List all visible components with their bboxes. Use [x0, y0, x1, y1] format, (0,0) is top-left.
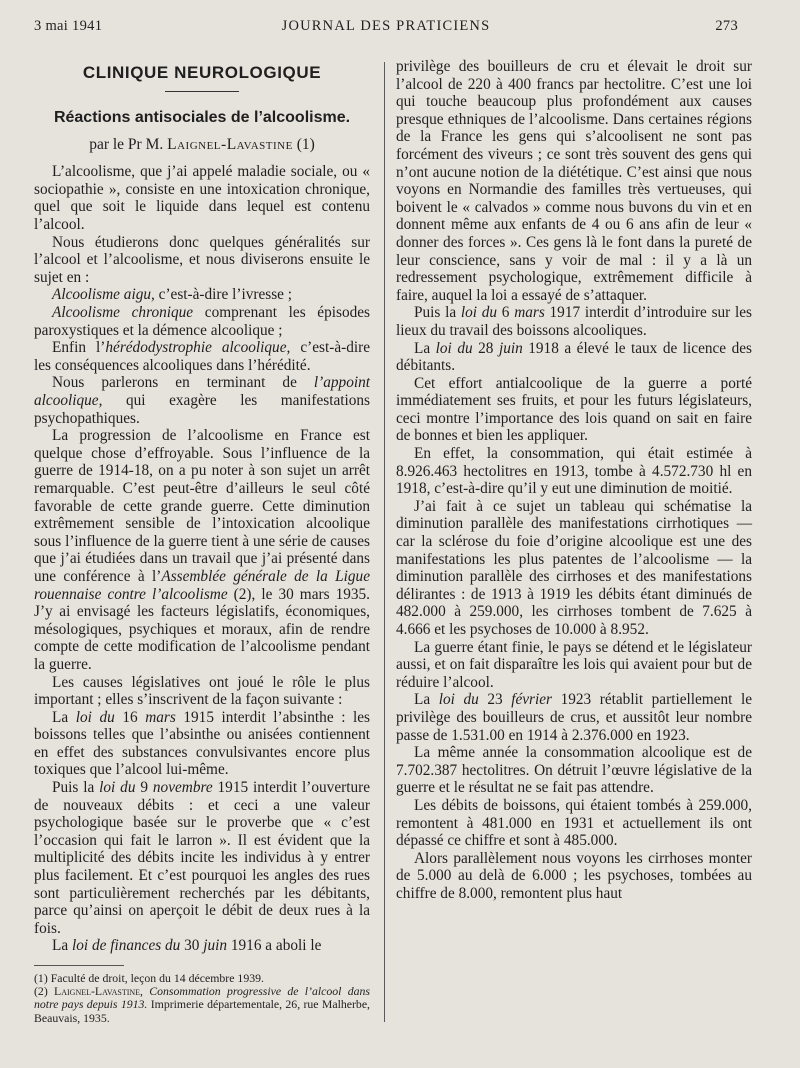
paragraph: Nous étudierons donc quelques généralités sur l’alcool et l’alcoolisme, et nous diviserons ensuite le sujet en : [34, 233, 370, 286]
footnotes [34, 972, 370, 1025]
emphasis: Alcoolisme chronique [52, 304, 194, 322]
list-item: Alcoolisme aigu, c’est-à-dire l’ivresse ; [52, 286, 293, 304]
footnote: (2) Laignel-Lavastine, Consommation progressive de l’alcool dans notre pays depuis 1913. Imprimerie départementale, 26, rue Malherbe, Beauvais, 1935. [34, 984, 371, 1025]
column-divider [384, 62, 385, 1022]
byline [34, 136, 370, 154]
emphasis: hérédodystrophie alcoolique, [105, 339, 291, 357]
title-divider [165, 91, 239, 93]
paragraph: La même année la consommation alcoolique est de 7.702.387 hectolitres. On détruit l’œuvre législative de la guerre et le résultat ne se fait pas attendre. [396, 744, 752, 797]
left-column [34, 58, 370, 1025]
paragraph: Puis la loi du 9 novembre 1915 interdit l’ouverture de nouveaux débits : et ceci a une valeur psychologique basée sur le proverbe que « c’est l’occasion qui fait le larron ». Il est évident que la multiplicité des débits incite les individus à y entrer plus facilement. Et c’est pourquoi les angles des rues sont particulièrement recherchés par les débitants, parce qu’ainsi on aperçoit le débit de deux rues à la fois. [34, 779, 371, 937]
paragraph: Les causes législatives ont joué le rôle le plus important ; elles s’inscrivent de la façon suivante : [34, 673, 370, 709]
byline-footnote-ref: (1) [296, 135, 315, 153]
paragraph: La loi du 16 mars 1915 interdit l’absinthe : les boissons telles que l’absinthe ou anisées contiennent en effet des substances convulsivantes encore plus toxiques que l’alcool lui-même. [34, 708, 371, 779]
footnote: (1) Faculté de droit, leçon du 14 décembre 1939. [34, 971, 264, 985]
paragraph: La loi du 23 février 1923 rétablit partiellement le privilège des bouilleurs de crus, et aussitôt leur nombre passe de 1.531.00 en 1914 à 2.376.000 en 1923. [396, 691, 752, 744]
emphasis: Assemblée générale de la Ligue rouennaise contre l’alcoolisme [34, 567, 370, 603]
section-title: CLINIQUE NEUROLOGIQUE [82, 63, 322, 82]
paragraph: privilège des bouilleurs de cru et élevait le droit sur l’alcool de 220 à 400 francs par hectolitre. C’est une loi qui touche beaucoup plus profondément aux causes presque ethniques de l’alcoolisme. Dans certaines régions de la France les gens qui s’alcoolisent ne sont pas forcément des viveurs ; ce sont très souvent des gens qui n’ont aucune notion de la diététique. C’est ainsi que nous voyons en Normandie des familles très vertueuses, qui boivent le « calvados » comme nous buvons du vin et en donnent même aux enfants de 4 ou 6 ans afin de leur « donner des forces ». Ces gens là le font dans la pureté de leur conscience, sans y voir de mal : il y a là un redressement psychologique, extrêmement difficile à faire, auquel la loi a essayé de s’attaquer. [396, 58, 752, 304]
paragraph: Les débits de boissons, qui étaient tombés à 259.000, remontent à 481.000 en 1931 et actuellement ils ont dépassé ce chiffre et sont à 485.000. [396, 796, 752, 850]
emphasis: Alcoolisme aigu, [52, 286, 155, 304]
footnote-divider [34, 965, 124, 966]
emphasis: l’appoint alcoolique, [34, 374, 370, 409]
right-column [396, 58, 752, 903]
paragraph: Cet effort antialcoolique de la guerre a porté immédiatement ses fruits, et pour les futurs législateurs, ceci montre l’importance des lois quand on sait en faire de bonnes et bien les appliquer. [396, 374, 752, 445]
issue-date: 3 mai 1941 [34, 18, 103, 34]
paragraph: La loi du 28 juin 1918 a élevé le taux de licence des débitants. [396, 339, 752, 375]
article-title: Réactions antisociales de l’alcoolisme. [53, 109, 351, 127]
list-item: Enfin l’hérédodystrophie alcoolique, c’est-à-dire les conséquences alcooliques dans l’hérédité. [34, 339, 370, 374]
running-header [34, 18, 738, 40]
page-number: 273 [715, 18, 738, 34]
paragraph: Alors parallèlement nous voyons les cirrhoses monter de 5.000 au delà de 6.000 ; les psychoses, tombées au chiffre de 8.000, remontent plus haut [396, 849, 752, 902]
paragraph: Puis la loi du 6 mars 1917 interdit d’introduire sur les lieux du travail des boissons alcooliques. [396, 304, 752, 339]
paragraph: Nous parlerons en terminant de l’appoint alcoolique, qui exagère les manifestations psychopathiques. [34, 374, 370, 427]
paragraph: La loi de finances du 30 juin 1916 a aboli le [52, 937, 322, 955]
paragraph: L’alcoolisme, que j’ai appelé maladie sociale, ou « sociopathie », consiste en une intoxication chronique, quel que soit le liquide dans lequel est contenu l’alcool. [34, 163, 370, 234]
paragraph: J’ai fait à ce sujet un tableau qui schématise la diminution parallèle des manifestations cirrhotiques — car la sclérose du foie d’origine alcoolique est une des manifestations les plus patentes de l’alcoolisme — la diminution parallèle des cirrhoses et des manifestations délirantes : de 1913 à 1919 les débits étant diminués de 482.000 à 259.000, les cirrhoses tombent de 7.625 à 4.666 et les psychoses de 10.000 à 8.952. [396, 497, 752, 638]
paragraph: La guerre étant finie, le pays se détend et le législateur aussi, et on fait disparaître les lois qui avaient pour but de réduire l’alcool. [396, 638, 752, 691]
paragraph: La progression de l’alcoolisme en France est quelque chose d’effroyable. Sous l’influence de la guerre de 1914-18, on a pu noter à son sujet un arrêt remarquable. C’est peut-être d’ailleurs le seul côté favorable de cette grande guerre. Cette diminution extrêmement sensible de l’intoxication alcoolique sous l’influence de la guerre tient à une série de causes que j’ai étudiées dans un travail que j’ai présenté dans une conférence à l’Assemblée générale de la Ligue rouennaise contre l’alcoolisme (2), le 30 mars 1935. J’y ai envisagé les facteurs législatifs, économiques, mésologiques, psychiques et moraux, afin de rendre compte de cette modification de l’alcoolisme pendant la guerre. [34, 427, 370, 673]
byline-author: Laignel-Lavastine [167, 135, 293, 153]
byline-prefix: par le Pr M. [89, 135, 164, 153]
list-item: Alcoolisme chronique comprenant les épisodes paroxystiques et la démence alcoolique ; [34, 304, 370, 339]
paragraph: En effet, la consommation, qui était estimée à 8.926.463 hectolitres en 1913, tombe à 4.572.730 hl en 1918, c’est-à-dire qu’il y eut une diminution de moitié. [396, 445, 752, 498]
journal-title: JOURNAL DES PRATICIENS [281, 18, 491, 34]
